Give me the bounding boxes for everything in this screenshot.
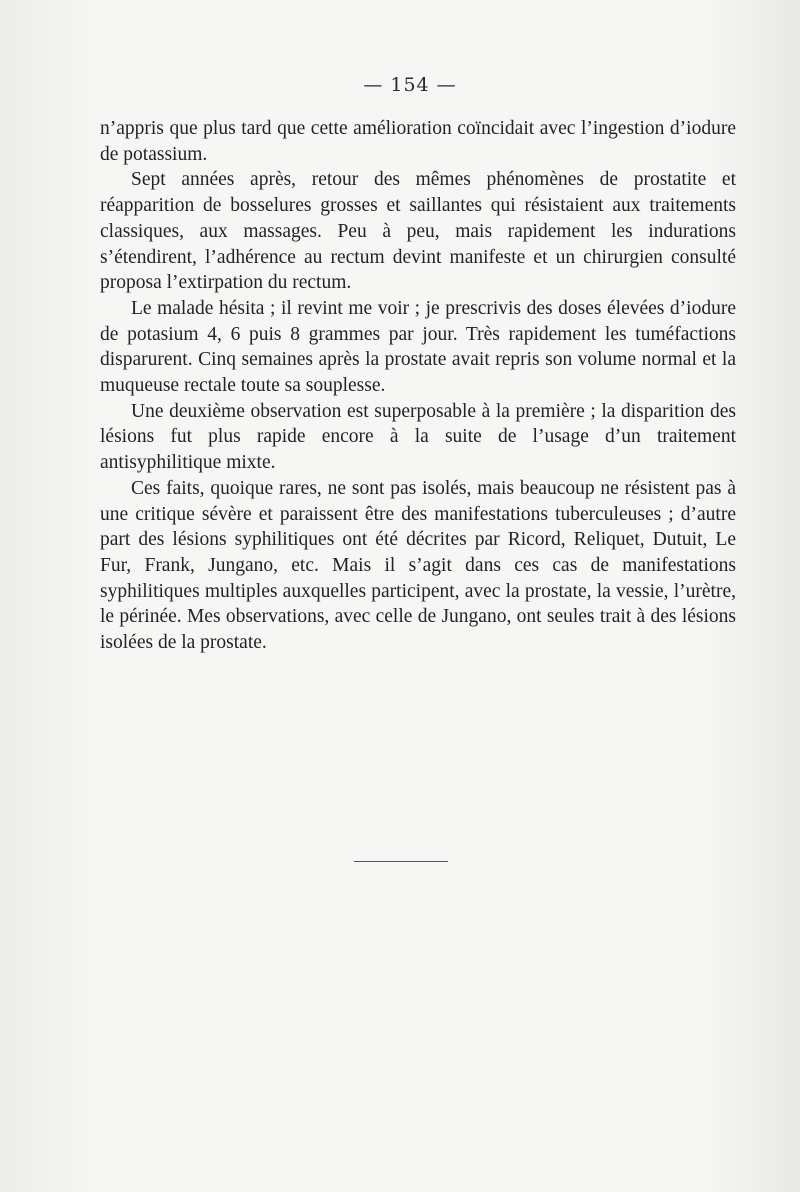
page-number: — 154 — <box>363 74 457 96</box>
paragraph-discussion: Ces faits, quoique rares, ne sont pas isolés, mais beaucoup ne résistent pas à une critique sévère et paraissent être des manifestations tuberculeuses ; d’autre part des lésions syphilitiques ont été décrites par Ricord, Reliquet, Dutuit, Le Fur, Frank, Jungano, etc. Mais il s’agit dans ces cas de manifestations syphilitiques multiples auxquelles participent, avec la prostate, la vessie, l’urètre, le périnée. Mes observations, avec celle de Jungano, ont seules trait à des lésions isolées de la prostate. <box>100 477 736 654</box>
paragraph-relapse: Sept années après, retour des mêmes phénomènes de prostatite et réapparition de bosselures grosses et saillantes qui résistaient aux traitements classiques, aux massages. Peu à peu, mais rapidement les indurations s’étendirent, l’adhérence au rectum devint manifeste et un chirurgien consulté proposa l’extirpation du rectum. <box>100 169 736 294</box>
paragraph-second-observation: Une deuxième observation est superposable à la première ; la disparition des lésions fut plus rapide encore à la suite de l’usage d’un traitement antisyphilitique mixte. <box>100 400 736 474</box>
body-text <box>100 116 736 656</box>
paragraph-treatment: Le malade hésita ; il revint me voir ; je prescrivis des doses élevées d’iodure de potasium 4, 6 puis 8 grammes par jour. Très rapidement les tuméfactions disparurent. Cinq semaines après la prostate avait repris son volume normal et la muqueuse rectale toute sa souplesse. <box>100 297 736 397</box>
end-rule <box>354 861 448 862</box>
paragraph-continuation: n’appris que plus tard que cette amélioration coïncidait avec l’ingestion d’iodure de potassium. <box>100 118 736 165</box>
